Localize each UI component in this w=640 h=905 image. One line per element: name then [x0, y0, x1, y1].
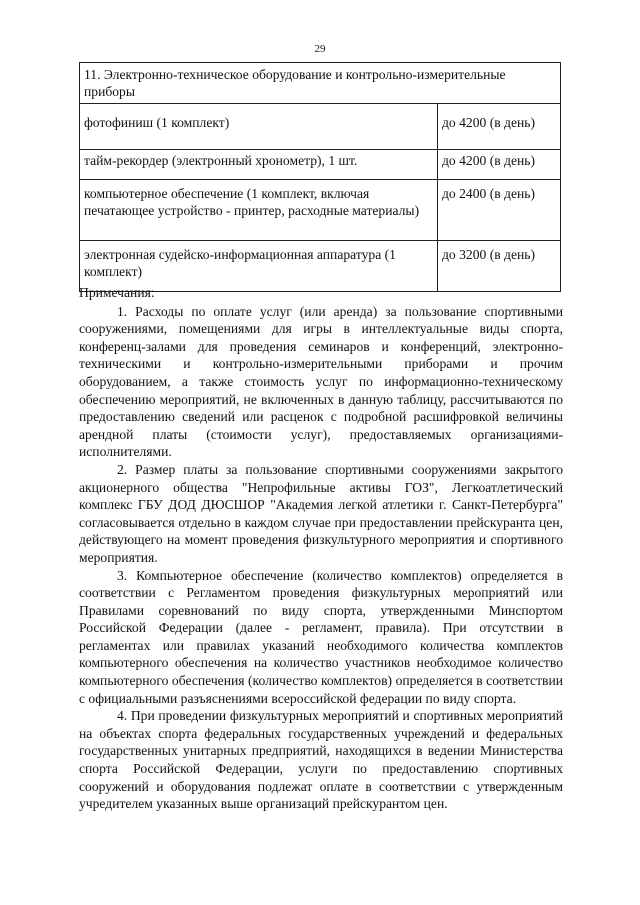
table-row	[80, 104, 561, 150]
note-paragraph: 2. Размер платы за пользование спортивными сооружениями закрытого акционерного общества "Непрофильные активы ГОЗ", Легкоатлетический комплекс ГБУ ДОД ДЮСШОР "Академия легкой атлетики г. Санкт-Петербурга" согласовывается отдельно в каждом случае при предоставлении прейскуранта цен, действующего на момент проведения физкультурного мероприятия и спортивного мероприятия.	[79, 461, 563, 565]
notes-heading: Примечания:	[79, 285, 155, 300]
section-title: 11. Электронно-техническое оборудование и контрольно-измерительные приборы	[80, 63, 561, 104]
note-paragraph: 3. Компьютерное обеспечение (количество комплектов) определяется в соответствии с Регламентом проведения физкультурных мероприятий или Правилами соревнований по виду спорта, утвержденными Минспортом Российской Федерации (далее - регламент, правила). При отсутствии в регламентах или правилах указаний необходимого количества комплектов компьютерного обеспечения на количество участников необходимое количество компьютерного обеспечения (количество комплектов) определяется в соответствии с официальными разъяснениями всероссийской федерации по виду спорта.	[79, 567, 563, 706]
table-row	[80, 150, 561, 180]
item-price: до 3200 (в день)	[438, 241, 561, 292]
item-name: компьютерное обеспечение (1 комплект, включая печатающее устройство - принтер, расходные материалы)	[80, 180, 438, 241]
table-section-row	[80, 63, 561, 104]
note-paragraph: 4. При проведении физкультурных мероприятий и спортивных мероприятий на объектах спорта федеральных государственных учреждений и федеральных государственных унитарных предприятий, находящихся в ведении Министерства спорта Российской Федерации, услуги по предоставлению спортивных сооружений и оборудования подлежат оплате в соответствии с утвержденным учредителем указанных выше организаций прейскурантом цен.	[79, 708, 563, 812]
item-price: до 4200 (в день)	[438, 150, 561, 180]
equipment-cost-table	[79, 62, 561, 292]
item-name: тайм-рекордер (электронный хронометр), 1 шт.	[80, 150, 438, 180]
item-name: электронная судейско-информационная аппаратура (1 комплект)	[80, 241, 438, 292]
notes-section	[79, 284, 563, 813]
page-number: 29	[314, 43, 326, 55]
item-price: до 4200 (в день)	[438, 104, 561, 150]
table-row	[80, 180, 561, 241]
item-price: до 2400 (в день)	[438, 180, 561, 241]
item-name: фотофиниш (1 комплект)	[80, 104, 438, 150]
note-paragraph: 1. Расходы по оплате услуг (или аренда) за пользование спортивными сооружениями, помещениями для игры в интеллектуальные виды спорта, конференц-залами для проведения семинаров и конференций, электронно-техническими и контрольно-измерительными приборами и прочим оборудованием, а также стоимость услуг по информационно-техническому обеспечению мероприятий, не включенных в данную таблицу, рассчитываются по предоставлению сведений или расценок с подробной расшифровкой величины арендной платы (стоимости услуг), предоставляемых организациями-исполнителями.	[79, 303, 563, 460]
